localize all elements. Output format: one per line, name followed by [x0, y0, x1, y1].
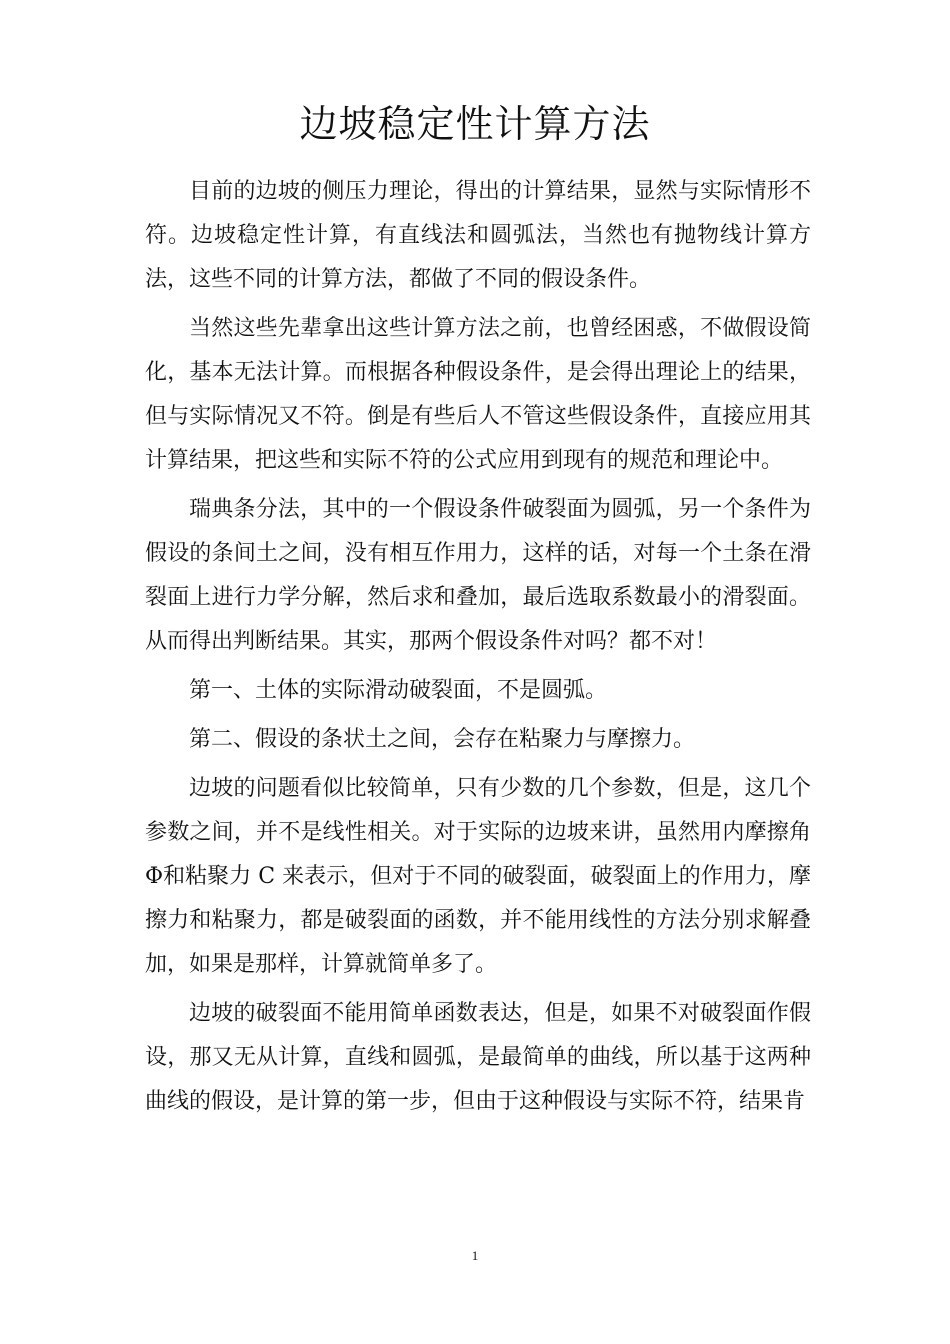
document-body [145, 170, 811, 1124]
document-title: 边坡稳定性计算方法 [299, 102, 651, 146]
paragraph-1: 目前的边坡的侧压力理论，得出的计算结果，显然与实际情形不符。边坡稳定性计算，有直线法和圆弧法，当然也有抛物线计算方法，这些不同的计算方法，都做了不同的假设条件。 [145, 179, 811, 292]
paragraph-4: 第一、土体的实际滑动破裂面，不是圆弧。 [189, 678, 608, 703]
page-number: 1 [471, 1248, 479, 1263]
paragraph-5: 第二、假设的条状土之间，会存在粘聚力与摩擦力。 [189, 727, 696, 752]
paragraph-2: 当然这些先辈拿出这些计算方法之前，也曾经困惑，不做假设简化，基本无法计算。而根据各种假设条件，是会得出理论上的结果，但与实际情况又不符。倒是有些后人不管这些假设条件，直接应用其计算结果，把这些和实际不符的公式应用到现有的规范和理论中。 [145, 316, 811, 473]
paragraph-6: 边坡的问题看似比较简单，只有少数的几个参数，但是，这几个参数之间，并不是线性相关。对于实际的边坡来讲，虽然用内摩擦角Φ和粘聚力 C 来表示，但对于不同的破裂面，破裂面上的作用力，摩擦力和粘聚力，都是破裂面的函数，并不能用线性的方法分别求解叠加，如果是那样，计算就简单多了。 [145, 776, 811, 977]
paragraph-7: 边坡的破裂面不能用简单函数表达，但是，如果不对破裂面作假设，那又无从计算，直线和圆弧，是最简单的曲线，所以基于这两种曲线的假设，是计算的第一步，但由于这种假设与实际不符，结果肯 [145, 1001, 811, 1114]
paragraph-3: 瑞典条分法，其中的一个假设条件破裂面为圆弧，另一个条件为假设的条间土之间，没有相互作用力，这样的话，对每一个土条在滑裂面上进行力学分解，然后求和叠加，最后选取系数最小的滑裂面。从而得出判断结果。其实，那两个假设条件对吗？都不对！ [145, 497, 811, 654]
